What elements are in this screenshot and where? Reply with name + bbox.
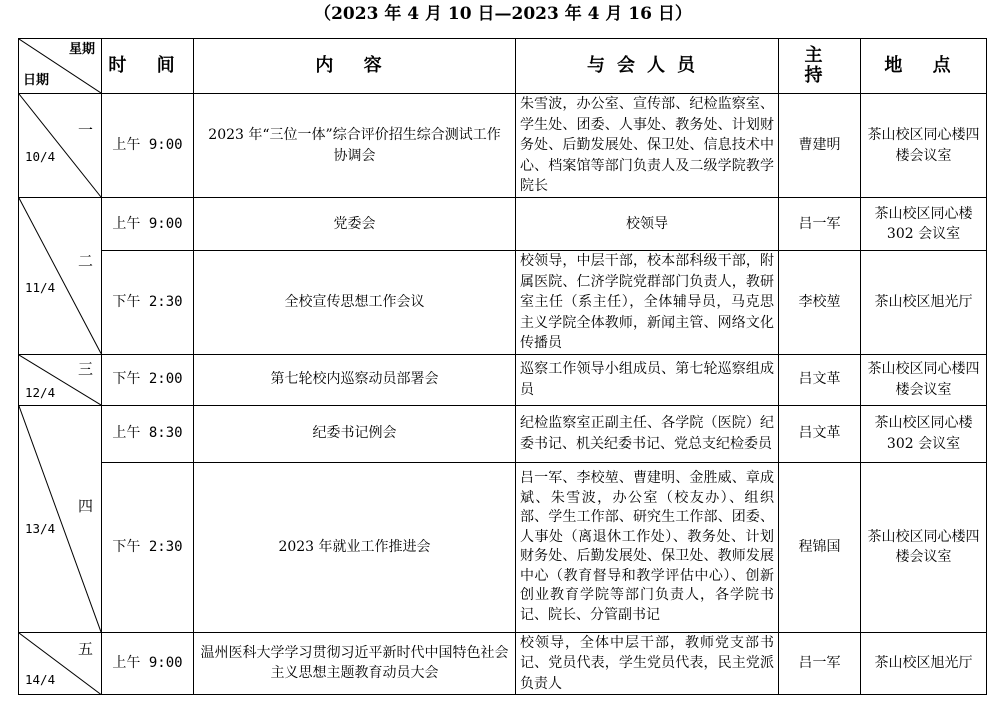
table-row <box>19 251 987 355</box>
diagonal-line <box>19 198 101 354</box>
meeting-time: 上午 9:00 <box>102 94 194 198</box>
meeting-content: 温州医科大学学习贯彻习近平新时代中国特色社会主义思想主题教育动员大会 <box>194 632 516 695</box>
meeting-host: 吕文革 <box>779 354 861 405</box>
diagonal-line <box>19 94 101 197</box>
page-title: （2023 年 4 月 10 日—2023 年 4 月 16 日） <box>314 4 692 24</box>
weekday-label: 三 <box>77 359 93 378</box>
meeting-content: 第七轮校内巡察动员部署会 <box>194 354 516 405</box>
day-cell-fri <box>19 632 102 695</box>
meeting-content: 全校宣传思想工作会议 <box>194 251 516 355</box>
header-attendees: 与会人员 <box>516 39 779 94</box>
day-cell-thu <box>19 405 102 632</box>
schedule-table <box>18 38 987 695</box>
meeting-time: 下午 2:30 <box>102 462 194 632</box>
meeting-location: 茶山校区旭光厅 <box>861 632 987 695</box>
meeting-content: 党委会 <box>194 198 516 251</box>
meeting-time: 上午 9:00 <box>102 632 194 695</box>
day-cell-wed <box>19 354 102 405</box>
table-row <box>19 354 987 405</box>
meeting-location: 茶山校区同心楼四楼会议室 <box>861 354 987 405</box>
meeting-attendees: 吕一军、李校堃、曹建明、金胜威、章成斌、朱雪波，办公室（校友办）、组织部、学生工作部、研究生工作部、团委、人事处（离退休工作处）、教务处、计划财务处、后勤发展处、保卫处、教师发展中心（教育督导和教学评估中心）、创新创业教育学院等部门负责人，各学院书记、院长、分管副书记 <box>516 462 779 632</box>
meeting-attendees: 纪检监察室正副主任、各学院（医院）纪委书记、机关纪委书记、党总支纪检委员 <box>516 405 779 462</box>
meeting-attendees: 巡察工作领导小组成员、第七轮巡察组成员 <box>516 354 779 405</box>
meeting-host: 李校堃 <box>779 251 861 355</box>
header-row <box>19 39 987 94</box>
meeting-location: 茶山校区同心楼302 会议室 <box>861 405 987 462</box>
header-host: 主 持 <box>779 39 861 94</box>
weekday-label: 四 <box>77 496 93 515</box>
weekday-label: 二 <box>77 252 93 270</box>
meeting-time: 上午 9:00 <box>102 198 194 251</box>
date-label: 10/4 <box>25 149 56 164</box>
table-row <box>19 94 987 198</box>
meeting-content: 纪委书记例会 <box>194 405 516 462</box>
meeting-attendees: 朱雪波，办公室、宣传部、纪检监察室、学生处、团委、人事处、教务处、计划财务处、后勤发展处、保卫处、信息技术中心、档案馆等部门负责人及二级学院教学院长 <box>516 94 779 198</box>
day-cell-mon <box>19 94 102 198</box>
meeting-location: 茶山校区同心楼四楼会议室 <box>861 94 987 198</box>
meeting-attendees: 校领导，中层干部，校本部科级干部，附属医院、仁济学院党群部门负责人，教研室主任（系主任），全体辅导员，马克思主义学院全体教师，新闻主管、网络文化传播员 <box>516 251 779 355</box>
day-cell-tue <box>19 198 102 355</box>
meeting-time: 下午 2:00 <box>102 354 194 405</box>
weekday-label: 一 <box>77 121 93 139</box>
header-date-label: 日期 <box>23 73 50 88</box>
meeting-host: 吕一军 <box>779 198 861 251</box>
meeting-content: 2023 年就业工作推进会 <box>194 462 516 632</box>
meeting-host: 程锦国 <box>779 462 861 632</box>
meeting-location: 茶山校区同心楼302 会议室 <box>861 198 987 251</box>
meeting-time: 上午 8:30 <box>102 405 194 462</box>
weekday-label: 五 <box>77 639 93 658</box>
header-content: 内 容 <box>194 39 516 94</box>
date-label: 11/4 <box>25 279 56 295</box>
meeting-host: 吕一军 <box>779 632 861 695</box>
meeting-host: 曹建明 <box>779 94 861 198</box>
date-label: 14/4 <box>25 672 56 687</box>
diagonal-line <box>19 406 101 632</box>
date-label: 12/4 <box>25 384 56 400</box>
meeting-content: 2023 年“三位一体”综合评价招生综合测试工作协调会 <box>194 94 516 198</box>
meeting-location: 茶山校区同心楼四楼会议室 <box>861 462 987 632</box>
meeting-time: 下午 2:30 <box>102 251 194 355</box>
meeting-attendees: 校领导，全体中层干部，教师党支部书记、党员代表，学生党员代表，民主党派负责人 <box>516 632 779 695</box>
header-time: 时 间 <box>102 39 194 94</box>
header-week-label: 星期 <box>68 42 95 57</box>
table-row <box>19 632 987 695</box>
table-row <box>19 405 987 462</box>
header-location: 地 点 <box>861 39 987 94</box>
header-diagonal-cell <box>19 39 102 94</box>
meeting-attendees: 校领导 <box>516 198 779 251</box>
table-row <box>19 198 987 251</box>
date-label: 13/4 <box>25 520 56 536</box>
meeting-location: 茶山校区旭光厅 <box>861 251 987 355</box>
meeting-host: 吕文革 <box>779 405 861 462</box>
table-row <box>19 462 987 632</box>
